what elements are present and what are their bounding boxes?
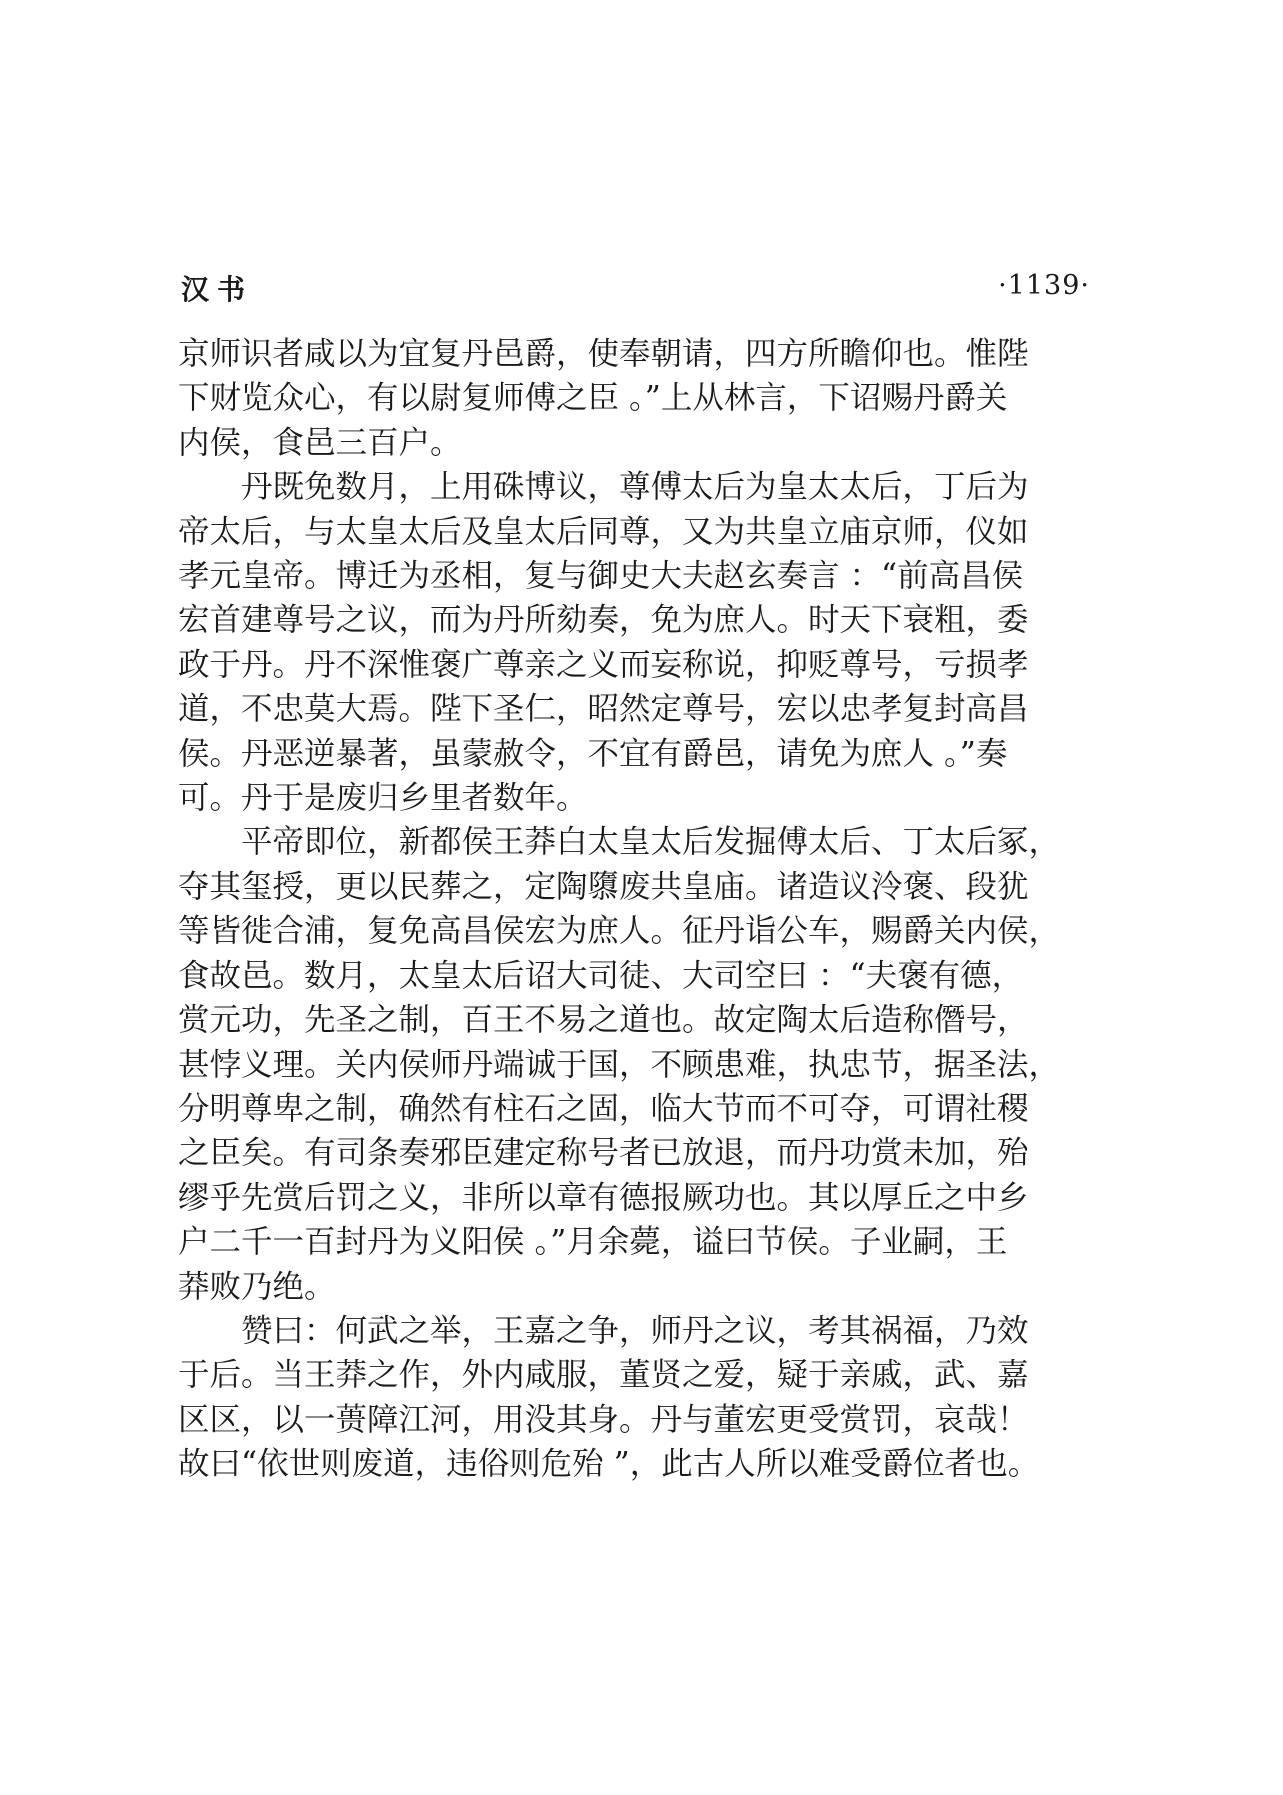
text-line: 平帝即位，新都侯王莽白太皇太后发掘傅太后、丁太后冢， <box>241 824 1061 861</box>
text-line: 孝元皇帝。博迁为丞相，复与御史大夫赵玄奏言 ：“前高昌侯 <box>178 558 1024 595</box>
text-line: 故曰“依世则废道，违俗则危殆 ”，此古人所以难受爵位者也。 <box>178 1446 1040 1483</box>
body-text <box>178 332 1098 1487</box>
text-line: 丹既免数月，上用硃博议，尊傅太后为皇太太后，丁后为 <box>241 469 1029 506</box>
text-line: 帝太后，与太皇太后及皇太后同尊，又为共皇立庙京师，仪如 <box>178 513 1029 550</box>
text-line: 下财览众心，有以尉复师傅之臣 。”上从林言，下诏赐丹爵关 <box>178 380 1008 417</box>
text-line: 等皆徙合浦，复免高昌侯宏为庶人。征丹诣公车，赐爵关内侯， <box>178 913 1061 950</box>
text-line: 区区，以一蒉障江河，用没其身。丹与董宏更受赏罚，哀哉！ <box>178 1401 1029 1438</box>
text-line: 莽败乃绝。 <box>178 1268 336 1305</box>
text-line: 侯。丹恶逆暴著，虽蒙赦令，不宜有爵邑，请免为庶人 。”奏 <box>178 735 1008 772</box>
text-line: 户二千一百封丹为义阳侯 。”月余薨，谥曰节侯。子业嗣，王 <box>178 1224 1008 1261</box>
document-page <box>178 268 1098 1487</box>
text-line: 宏首建尊号之议，而为丹所劾奏，免为庶人。时天下衰粗，委 <box>178 602 1029 639</box>
text-line: 夺其玺授，更以民葬之，定陶隳废共皇庙。诸造议泠褒、段犹 <box>178 868 1029 905</box>
text-line: 可。丹于是废归乡里者数年。 <box>178 780 588 817</box>
text-line: 甚悖义理。关内侯师丹端诚于国，不顾患难，执忠节，据圣法， <box>178 1046 1061 1083</box>
text-line: 政于丹。丹不深惟褒广尊亲之义而妄称说，抑贬尊号，亏损孝 <box>178 646 1029 683</box>
text-line: 赏元功，先圣之制，百王不易之道也。故定陶太后造称僭号， <box>178 1002 1029 1039</box>
text-line: 赞曰：何武之举，王嘉之争，师丹之议，考其祸福，乃效 <box>241 1312 1029 1349</box>
page-header <box>178 268 1098 316</box>
text-line: 食故邑。数月，太皇太后诏大司徒、大司空曰 ：“夫褒有德， <box>178 957 1024 994</box>
text-line: 分明尊卑之制，确然有柱石之固，临大节而不可夺，可谓社稷 <box>178 1090 1029 1127</box>
book-title: 汉书 <box>181 273 254 306</box>
text-line: 缪乎先赏后罚之义，非所以章有德报厥功也。其以厚丘之中乡 <box>178 1179 1029 1216</box>
text-line: 于后。当王莽之作，外内咸服，董贤之爱，疑于亲戚，武、嘉 <box>178 1357 1029 1394</box>
page-number: ·1139· <box>998 270 1090 301</box>
text-line: 道，不忠莫大焉。陛下圣仁，昭然定尊号，宏以忠孝复封高昌 <box>178 691 1029 728</box>
text-line: 京师识者咸以为宜复丹邑爵，使奉朝请，四方所瞻仰也。惟陛 <box>178 336 1029 372</box>
text-line: 内侯，食邑三百户。 <box>178 424 462 461</box>
text-line: 之臣矣。有司条奏邪臣建定称号者已放退，而丹功赏未加，殆 <box>178 1135 1029 1172</box>
